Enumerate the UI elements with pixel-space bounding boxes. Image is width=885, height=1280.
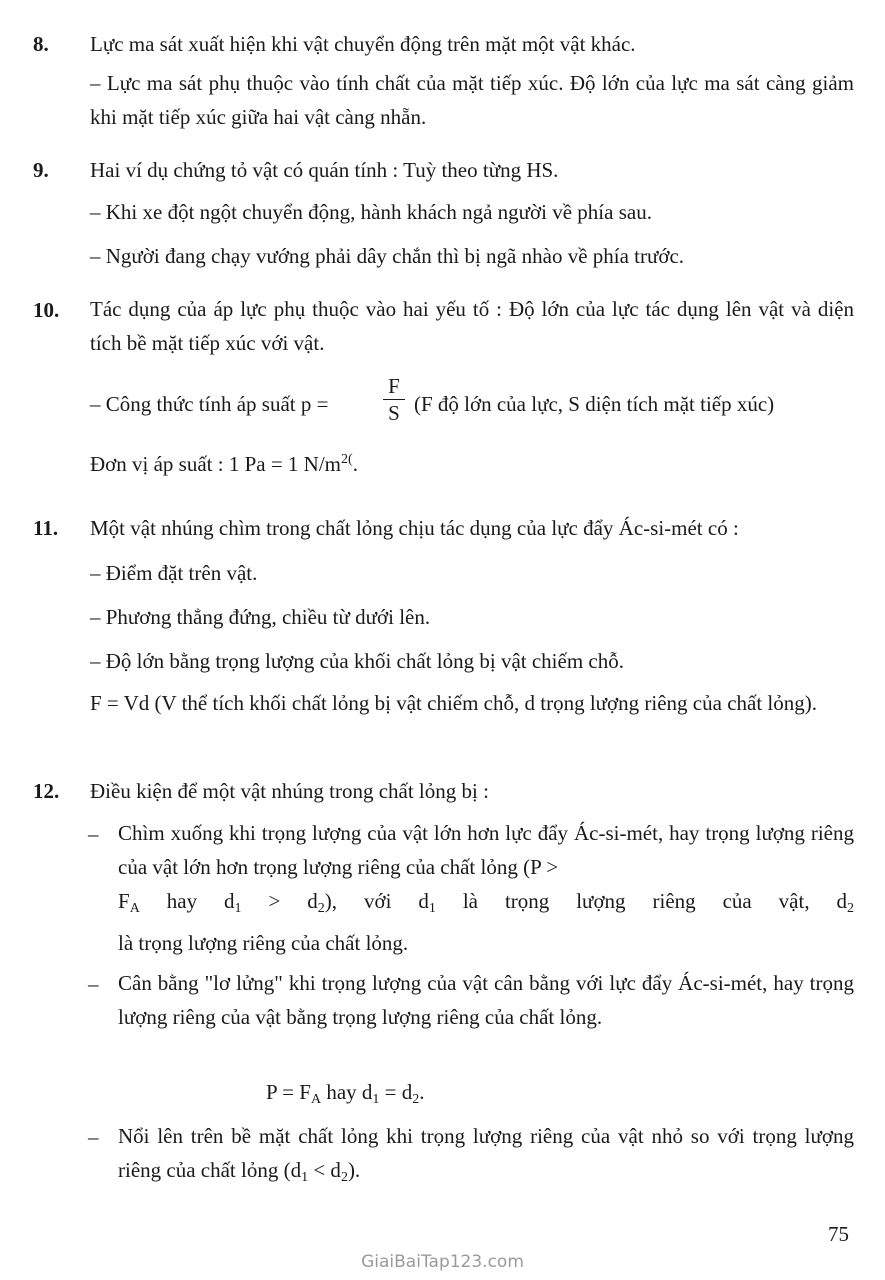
sub-1-b: 1: [428, 901, 436, 916]
eq-P: P = F: [266, 1080, 311, 1104]
sym-F-1: F: [118, 889, 130, 913]
item-12-bullet-1: [118, 816, 854, 960]
sub-2-b: 2: [847, 901, 855, 916]
item-12-line-1: Điều kiện để một vật nhúng trong chất lỏng bị :: [90, 779, 489, 803]
item-number-12: 12.: [33, 779, 60, 803]
item-number-11: 11.: [33, 516, 59, 540]
b3-end: ).: [347, 1158, 361, 1182]
item-number-10: 10.: [33, 298, 60, 322]
equilibrium-formula: [266, 1080, 424, 1108]
pressure-unit-exponent: 2(: [341, 452, 353, 467]
item-10-line-1-text: Tác dụng của áp lực phụ thuộc vào hai yếu tố : Độ lớn của lực tác dụng lên vật và diện tích bề mặt tiếp xúc với vật.: [90, 297, 854, 355]
bullet-1-end: là trọng lượng riêng của chất lỏng.: [118, 931, 409, 955]
pressure-unit: [90, 452, 358, 477]
sub-2-a: 2: [317, 901, 325, 916]
pressure-unit-text: Đơn vị áp suất : 1 Pa = 1 N/m: [90, 452, 342, 476]
eq-sub-1: 1: [372, 1092, 380, 1107]
item-8-line-2: [90, 66, 854, 134]
page-number: 75: [828, 1222, 849, 1246]
item-12-dash-2: –: [88, 972, 99, 996]
item-12-bullet-3: [118, 1119, 854, 1195]
b3-lt: < d: [313, 1158, 341, 1182]
b3-sub-2: 2: [340, 1170, 348, 1185]
fraction-denominator: S: [388, 401, 400, 425]
watermark: GiaiBaiTap123.com: [361, 1252, 524, 1272]
item-12-bullet-2: [118, 966, 854, 1034]
item-8-line-2-text: – Lực ma sát phụ thuộc vào tính chất của mặt tiếp xúc. Độ lớn của lực ma sát càng giảm khi mặt tiếp xúc giữa hai vật càng nhẵn.: [90, 71, 854, 129]
b3-sub-1: 1: [301, 1170, 309, 1185]
sub-A-1: A: [129, 901, 140, 916]
item-9-line-3: – Người đang chạy vướng phải dây chắn thì bị ngã nhào về phía trước.: [90, 244, 685, 268]
bullet-1-voi: ), với d: [324, 889, 429, 913]
bullet-1-hay: hay d: [166, 889, 235, 913]
eq-eq: = d: [384, 1080, 413, 1104]
pressure-fraction: [383, 373, 405, 426]
item-number-8: 8.: [33, 32, 49, 56]
item-12-dash-3: –: [88, 1125, 99, 1149]
eq-dot: .: [419, 1080, 425, 1104]
fraction-numerator: F: [388, 374, 400, 398]
bullet-1-mid: là trọng lượng riêng của vật, d: [462, 889, 848, 913]
pressure-unit-tail: .: [352, 452, 358, 476]
item-11-line-2: – Điểm đặt trên vật.: [90, 561, 258, 585]
bullet-1-text: Chìm xuống khi trọng lượng của vật lớn hơn lực đẩy Ác-si-mét, hay trọng lượng riêng của vật lớn hơn trọng lượng riêng của chất lỏng (P >: [118, 821, 854, 879]
sub-1-a: 1: [234, 901, 242, 916]
eq-sub-A: A: [310, 1092, 322, 1107]
item-11-line-5-text: F = Vd (V thể tích khối chất lỏng bị vật chiếm chỗ, d trọng lượng riêng của chất lỏng).: [90, 691, 817, 715]
item-9-line-1: Hai ví dụ chứng tỏ vật có quán tính : Tuỳ theo từng HS.: [90, 158, 559, 182]
pressure-formula-note: (F độ lớn của lực, S diện tích mặt tiếp xúc): [414, 392, 775, 416]
item-number-9: 9.: [33, 158, 49, 182]
pressure-formula-label: – Công thức tính áp suất p =: [90, 392, 329, 416]
item-8-line-1: Lực ma sát xuất hiện khi vật chuyển động trên mặt một vật khác.: [90, 32, 636, 56]
bullet-1-gt: > d: [268, 889, 318, 913]
bullet-1-cont: [118, 884, 854, 926]
eq-sub-2: 2: [412, 1092, 420, 1107]
item-9-line-2: – Khi xe đột ngột chuyển động, hành khách ngả người về phía sau.: [90, 200, 652, 224]
bullet-3-text: Nổi lên trên bề mặt chất lỏng khi trọng lượng riêng của vật nhỏ so với trọng lượng riêng của chất lỏng (d: [118, 1124, 854, 1182]
item-11-line-4: – Độ lớn bằng trọng lượng của khối chất lỏng bị vật chiếm chỗ.: [90, 649, 624, 673]
item-11-line-3: – Phương thẳng đứng, chiều từ dưới lên.: [90, 605, 431, 629]
item-11-line-1: Một vật nhúng chìm trong chất lỏng chịu tác dụng của lực đẩy Ác-si-mét có :: [90, 516, 739, 540]
eq-hay: hay d: [326, 1080, 373, 1104]
bullet-2-text: Cân bằng "lơ lửng" khi trọng lượng của vật cân bằng với lực đẩy Ác-si-mét, hay trọng lượng riêng của vật bằng trọng lượng riêng của chất lỏng.: [118, 971, 854, 1029]
item-12-dash-1: –: [88, 822, 99, 846]
item-11-line-5: [90, 686, 854, 720]
item-10-line-1: [90, 292, 854, 360]
